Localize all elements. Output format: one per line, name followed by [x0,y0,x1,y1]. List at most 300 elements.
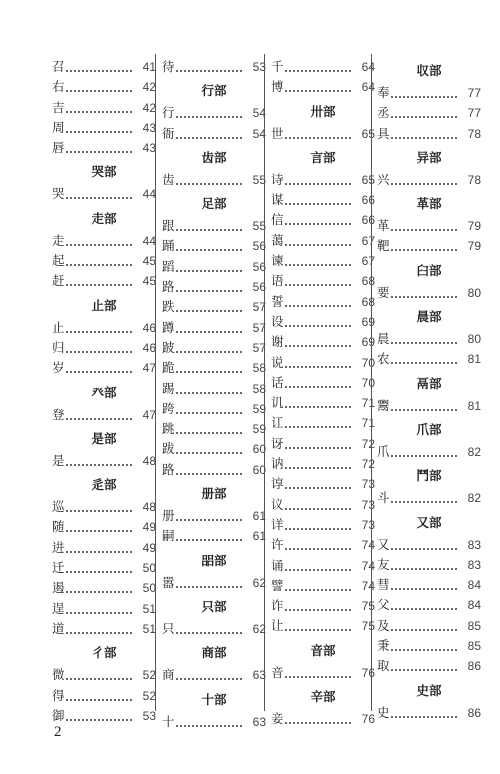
entry-character: 起 [52,253,65,269]
entry-page-number: 77 [467,106,481,121]
dot-leader [285,70,351,72]
entry-page-number: 54 [252,126,266,141]
index-entry [162,526,266,546]
entry-character: 诵 [271,557,284,573]
dot-leader [285,183,351,185]
entry-page-number: 50 [142,561,156,576]
dot-leader [285,223,351,225]
entry-page-number: 57 [252,300,266,315]
page-number: 2 [54,724,62,740]
dot-leader [66,131,132,133]
entry-page-number: 80 [467,285,481,300]
entry-page-number: 60 [252,462,266,477]
column-rule-1 [155,54,156,711]
entry-page-number: 75 [361,619,375,634]
index-entry [377,83,481,103]
dot-leader [176,725,242,727]
entry-character: 讧 [271,415,284,431]
radical-heading: 言部 [310,149,336,165]
entry-character: 跪 [162,360,175,376]
dot-leader [176,331,242,333]
entry-character: 嚣 [162,574,175,590]
dot-leader [285,487,351,489]
index-entry [271,373,375,393]
entry-character: 具 [377,125,390,141]
entry-character: 奉 [377,85,390,100]
radical-heading: 彳部 [91,645,117,661]
entry-page-number: 72 [361,436,375,451]
entry-page-number: 81 [467,352,481,367]
entry-character: 取 [377,658,390,674]
entry-character: 兴 [377,171,390,187]
entry-page-number: 62 [252,575,266,590]
dot-leader [176,290,242,292]
index-entry [162,573,266,593]
dot-leader [285,589,351,591]
entry-character: 跨 [162,400,175,416]
entry-page-number: 47 [142,361,156,376]
entry-character: 哭 [52,186,65,202]
dot-leader [66,591,132,593]
dot-leader [391,409,457,411]
entry-page-number: 73 [361,517,375,532]
dot-leader [66,551,132,553]
entry-page-number: 54 [252,106,266,121]
dot-leader [176,249,242,251]
index-entry [271,210,375,230]
entry-page-number: 83 [467,537,481,552]
entry-character: 赶 [52,273,65,289]
index-entry [162,399,266,419]
entry-character: 踊 [162,238,175,254]
entry-page-number: 63 [252,714,266,729]
index-entry [162,439,266,459]
entry-character: 召 [52,59,65,74]
index-entry [271,231,375,251]
index-entry [52,98,156,118]
radical-heading: 収部 [416,63,442,78]
index-entry [162,619,266,639]
entry-character: 讥 [271,395,284,411]
index-column-1 [52,57,156,726]
index-entry [377,349,481,369]
dot-leader [285,508,351,510]
index-entry [271,596,375,616]
dot-leader [66,612,132,614]
index-entry [271,190,375,210]
entry-character: 谏 [271,253,284,269]
dot-leader [391,229,457,231]
entry-character: 商 [162,667,175,683]
dot-leader [176,412,242,414]
entry-page-number: 65 [361,126,375,141]
entry-character: 谋 [271,192,284,208]
column-rule-2 [264,54,265,711]
entry-character: 议 [271,496,284,512]
radical-heading: 齿部 [201,149,227,165]
dot-leader [176,270,242,272]
index-entry [52,665,156,685]
entry-page-number: 58 [252,381,266,396]
entry-page-number: 43 [142,120,156,135]
entry-page-number: 49 [142,520,156,535]
dot-leader [285,722,351,724]
entry-character: 跌 [162,299,175,315]
entry-page-number: 49 [142,540,156,555]
dot-leader [391,183,457,185]
entry-page-number: 80 [467,332,481,347]
entry-page-number: 64 [361,60,375,74]
index-entry [162,216,266,236]
dot-leader [66,571,132,573]
entry-page-number: 79 [467,219,481,234]
dot-leader [176,70,242,72]
index-entry [271,413,375,433]
entry-character: 登 [52,406,65,422]
index-entry [377,535,481,555]
index-entry [162,277,266,297]
entry-page-number: 76 [361,712,375,727]
index-entry [52,118,156,138]
entry-page-number: 84 [467,598,481,613]
index-entry [377,575,481,595]
dot-leader [285,345,351,347]
dot-leader [285,676,351,678]
dot-leader [66,510,132,512]
entry-page-number: 51 [142,621,156,636]
radical-heading: 音部 [310,642,336,658]
entry-page-number: 64 [361,80,375,95]
entry-page-number: 70 [361,355,375,370]
entry-character: 又 [377,536,390,552]
dot-leader [176,137,242,139]
index-entry [52,77,156,97]
entry-character: 走 [52,232,65,248]
index-entry [271,251,375,271]
dot-leader [176,183,242,185]
dot-leader [285,609,351,611]
index-entry [162,338,266,358]
index-entry [162,103,266,123]
entry-character: 进 [52,539,65,555]
radical-heading: 行部 [201,83,227,99]
index-entry [271,474,375,494]
dot-leader [285,629,351,631]
entry-character: 逞 [52,600,65,616]
column-rule-3 [371,54,372,711]
entry-page-number: 42 [142,80,156,95]
entry-character: 设 [271,313,284,329]
dot-leader [176,678,242,680]
radical-heading: 十部 [201,691,227,707]
index-entry [377,170,481,190]
dot-leader [391,716,457,718]
entry-character: 微 [52,667,65,683]
radical-heading: 革部 [416,196,442,212]
dot-leader [285,569,351,571]
entry-character: 语 [271,273,284,289]
entry-character: 踢 [162,380,175,396]
dot-leader [176,586,242,588]
dot-leader [66,151,132,153]
index-entry [271,709,375,729]
dot-leader [285,264,351,266]
dot-leader [391,608,457,610]
entry-page-number: 82 [467,444,481,459]
index-entry [52,318,156,338]
entry-page-number: 61 [252,509,266,524]
entry-page-number: 72 [361,457,375,472]
dot-leader [176,452,242,454]
entry-character: 友 [377,556,390,572]
index-entry [271,332,375,352]
entry-character: 诗 [271,171,284,187]
radical-heading: 商部 [201,645,227,661]
dot-leader [66,264,132,266]
dot-leader [176,310,242,312]
radical-heading: 臼部 [416,262,442,278]
dot-leader [391,669,457,671]
dot-leader [66,351,132,353]
dot-leader [285,467,351,469]
entry-page-number: 62 [252,621,266,636]
index-entry [52,578,156,598]
index-entry [162,297,266,317]
dot-leader [285,244,351,246]
index-entry [52,358,156,378]
entry-page-number: 44 [142,233,156,248]
dot-leader [285,426,351,428]
entry-page-number: 74 [361,578,375,593]
entry-character: 秉 [377,638,390,654]
radical-heading: 卅部 [310,103,336,119]
dot-leader [66,678,132,680]
index-entry [162,358,266,378]
index-entry [377,103,481,123]
dot-leader [391,455,457,457]
index-entry [52,497,156,517]
index-entry [52,599,156,619]
index-entry [52,558,156,578]
entry-character: 巡 [52,499,65,515]
entry-character: 衙 [162,125,175,141]
entry-page-number: 63 [252,668,266,683]
entry-page-number: 48 [142,500,156,515]
entry-page-number: 52 [142,688,156,703]
entry-character: 父 [377,597,390,613]
entry-character: 归 [52,339,65,355]
index-entry [271,576,375,596]
entry-character: 谆 [271,476,284,492]
index-entry [377,124,481,144]
index-column-4 [377,57,481,723]
entry-page-number: 43 [142,141,156,156]
entry-page-number: 69 [361,335,375,350]
dot-leader [66,90,132,92]
entry-page-number: 79 [467,239,481,254]
entry-character: 话 [271,374,284,390]
radical-heading: 止部 [91,297,117,313]
index-entry [52,271,156,291]
entry-character: 唇 [52,140,65,156]
index-entry [271,556,375,576]
entry-character: 讶 [271,435,284,451]
index-entry [271,393,375,413]
index-entry [377,488,481,508]
entry-page-number: 77 [467,86,481,100]
entry-page-number: 53 [142,708,156,723]
entry-page-number: 67 [361,254,375,269]
dot-leader [66,331,132,333]
entry-page-number: 41 [142,60,156,74]
radical-heading: 只部 [201,598,227,614]
index-entry [271,434,375,454]
dot-leader [285,366,351,368]
entry-page-number: 57 [252,340,266,355]
entry-page-number: 73 [361,477,375,492]
entry-page-number: 71 [361,416,375,431]
dot-leader [66,418,132,420]
entry-page-number: 66 [361,213,375,228]
entry-page-number: 57 [252,320,266,335]
dot-leader [66,244,132,246]
dot-leader [176,539,242,541]
entry-page-number: 69 [361,314,375,329]
entry-character: 要 [377,284,390,300]
dot-leader [391,548,457,550]
dot-leader [285,203,351,205]
index-entry [162,712,266,732]
entry-character: 彗 [377,577,390,593]
entry-character: 跟 [162,218,175,234]
entry-character: 岁 [52,360,65,376]
entry-character: 丞 [377,105,390,121]
entry-character: 晨 [377,331,390,347]
entry-character: 道 [52,620,65,636]
entry-page-number: 74 [361,558,375,573]
index-entry [377,283,481,303]
dot-leader [391,629,457,631]
index-entry [271,312,375,332]
entry-character: 斗 [377,490,390,506]
entry-character: 千 [271,59,284,74]
entry-character: 史 [377,704,390,720]
entry-page-number: 76 [361,665,375,680]
index-entry [52,231,156,251]
radical-heading: 异部 [416,149,442,165]
index-entry [52,184,156,204]
dot-leader [176,392,242,394]
entry-page-number: 86 [467,705,481,720]
index-entry [52,517,156,537]
entry-page-number: 74 [361,538,375,553]
entry-character: 是 [52,452,65,468]
entry-character: 爪 [377,443,390,459]
dot-leader [66,197,132,199]
index-entry [52,538,156,558]
index-entry [271,271,375,291]
dot-leader [391,296,457,298]
entry-page-number: 66 [361,193,375,208]
index-entry [377,236,481,256]
entry-character: 嗣 [162,528,175,544]
index-entry [377,595,481,615]
entry-character: 周 [52,119,65,135]
index-entry [162,170,266,190]
dot-leader [176,351,242,353]
dot-leader [176,632,242,634]
dot-leader [391,249,457,251]
entry-character: 册 [162,508,175,524]
dot-leader [176,116,242,118]
dot-leader [66,530,132,532]
entry-character: 譬 [271,577,284,593]
dot-leader [391,116,457,118]
entry-character: 详 [271,516,284,532]
entry-page-number: 50 [142,581,156,596]
dot-leader [391,96,457,98]
dot-leader [66,111,132,113]
radical-heading: 又部 [416,514,442,530]
entry-page-number: 45 [142,254,156,269]
entry-page-number: 68 [361,274,375,289]
dot-leader [285,137,351,139]
entry-character: 蹈 [162,258,175,274]
entry-page-number: 56 [252,259,266,274]
entry-page-number: 46 [142,320,156,335]
dot-leader [391,342,457,344]
entry-character: 博 [271,79,284,95]
index-entry [52,706,156,726]
entry-character: 得 [52,687,65,703]
index-entry [52,57,156,77]
entry-page-number: 73 [361,497,375,512]
index-entry [377,329,481,349]
entry-character: 随 [52,519,65,535]
index-column-3 [271,57,375,729]
dot-leader [176,432,242,434]
dot-leader [66,284,132,286]
entry-character: 鬻 [377,397,390,413]
entry-character: 讷 [271,456,284,472]
entry-page-number: 59 [252,422,266,437]
index-entry [271,124,375,144]
radical-heading: 辛部 [310,689,336,705]
entry-character: 吉 [52,99,65,115]
entry-page-number: 55 [252,219,266,234]
index-entry [52,619,156,639]
index-entry [52,138,156,158]
dot-leader [176,473,242,475]
entry-page-number: 42 [142,100,156,115]
dot-leader [66,464,132,466]
index-entry [271,535,375,555]
index-entry [52,686,156,706]
entry-page-number: 55 [252,172,266,187]
entry-page-number: 84 [467,578,481,593]
entry-page-number: 85 [467,618,481,633]
dot-leader [285,325,351,327]
dot-leader [285,528,351,530]
dot-leader [391,137,457,139]
dot-leader [66,632,132,634]
entry-page-number: 45 [142,274,156,289]
entry-character: 音 [271,664,284,680]
index-entry [162,460,266,480]
entry-character: 路 [162,461,175,477]
entry-character: 跛 [162,339,175,355]
entry-character: 妾 [271,711,284,727]
